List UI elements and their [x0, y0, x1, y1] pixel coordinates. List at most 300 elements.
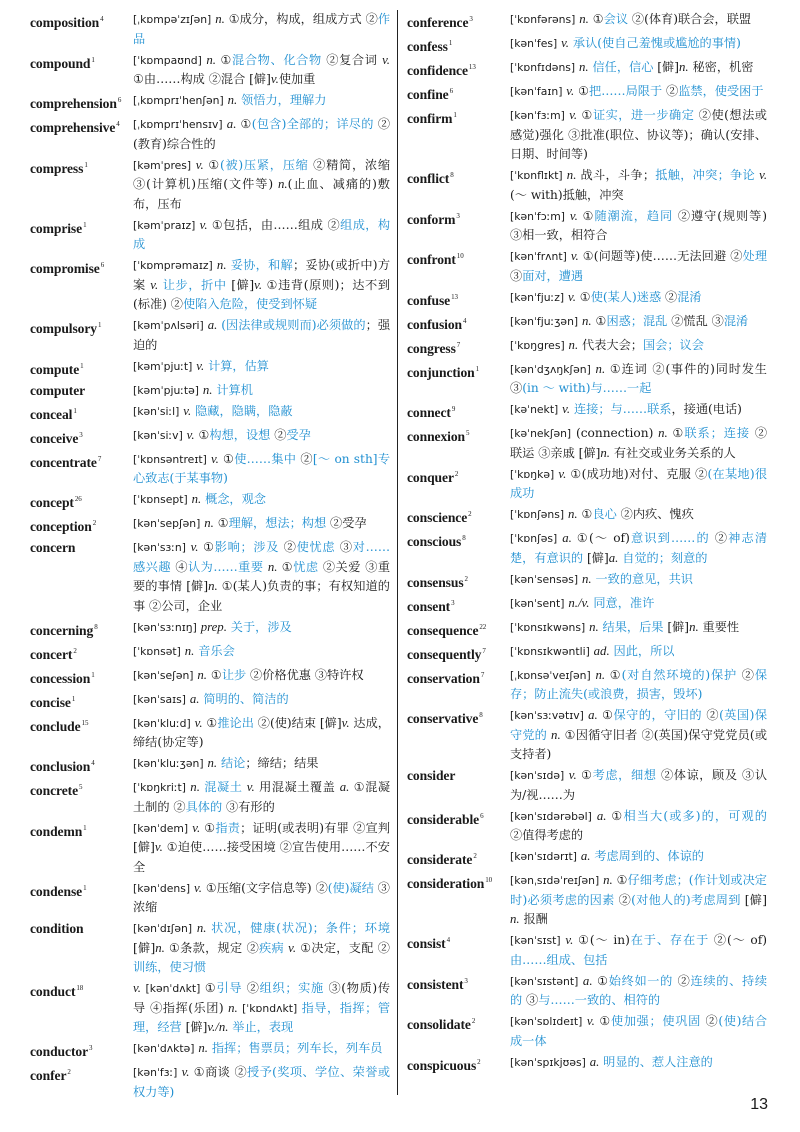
headword: conspicuous: [407, 1057, 477, 1073]
phonetic: [kənˈsɜːn]: [133, 541, 186, 554]
dictionary-entry: [407, 424, 767, 463]
dictionary-entry: [407, 247, 767, 286]
frequency-count: 2: [471, 1017, 476, 1025]
headword-cell: [30, 1063, 133, 1086]
phonetic: [kənˈfɜː]: [133, 1066, 178, 1079]
key-meaning: 使陷入危险，使受到怀疑: [182, 297, 318, 311]
part-of-speech: n.: [206, 52, 216, 67]
definition-text: ；妥协(或折中)方案: [133, 258, 391, 292]
key-meaning: 推论出: [217, 715, 254, 730]
frequency-count: 15: [81, 718, 89, 727]
part-of-speech: n.: [191, 492, 202, 506]
definition-text: ①: [200, 981, 217, 995]
part-of-speech: n.: [679, 60, 689, 74]
part-of-speech: v./n.: [207, 1020, 229, 1034]
headword: considerate: [407, 852, 473, 867]
definition: [133, 618, 390, 638]
headword-cell: [407, 618, 510, 641]
definition: [510, 106, 767, 165]
part-of-speech: n.: [689, 619, 699, 634]
definition: [133, 754, 390, 774]
part-of-speech: a.: [589, 1054, 600, 1069]
key-meaning: 概念，观念: [205, 492, 266, 506]
headword: consideration: [407, 876, 485, 891]
key-meaning: 音乐会: [198, 643, 235, 658]
key-meaning: 理解，想法；构想: [228, 516, 327, 530]
headword-cell: [407, 570, 510, 593]
frequency-count: 8: [479, 711, 483, 719]
headword: conclude: [30, 718, 81, 734]
part-of-speech: v.: [186, 427, 195, 442]
key-meaning: 引导: [216, 981, 243, 995]
definition: [133, 216, 390, 255]
key-meaning: 忧虑: [293, 559, 319, 574]
headword: concern: [30, 540, 76, 555]
dictionary-entry: [30, 156, 390, 215]
definition: [510, 807, 767, 846]
headword: comprehension: [30, 96, 117, 111]
frequency-count: 1: [83, 883, 87, 892]
headword-cell: [407, 424, 510, 447]
definition: [510, 10, 767, 30]
definition-text: ①决定，支配 ②: [296, 940, 390, 955]
definition-text: 重要性: [698, 619, 740, 634]
definition: [133, 426, 390, 446]
key-meaning: 组织；实施: [259, 981, 324, 995]
dictionary-entry: [30, 216, 390, 255]
headword-cell: [407, 288, 510, 311]
dictionary-entry: [407, 10, 767, 33]
headword: conscience: [407, 510, 468, 525]
key-meaning: 与……一致的、相符的: [538, 993, 661, 1007]
phonetic: [kənˈkluːd]: [133, 716, 191, 730]
part-of-speech: n.: [579, 12, 589, 26]
definition: [510, 424, 767, 463]
definition: [133, 714, 390, 753]
headword: condition: [30, 921, 84, 936]
key-meaning: 对……感兴趣: [133, 540, 391, 574]
definition-text: ②: [279, 540, 297, 554]
headword: compulsory: [30, 321, 97, 336]
part-of-speech: n.: [568, 337, 579, 352]
key-meaning: 授予(奖项、学位、荣誉或权力等): [133, 1065, 391, 1099]
definition-text: ②联运 ③亲戚 [僻]: [510, 426, 768, 460]
key-meaning: 相当大(或多)的，可观的: [623, 808, 767, 823]
frequency-count: 3: [451, 598, 455, 607]
definition-text: 战斗，斗争；: [576, 168, 656, 182]
key-meaning: (使)结合成一体: [510, 1014, 768, 1048]
definition-text: ①: [202, 715, 218, 730]
phonetic: [kənˈsiːl]: [133, 404, 180, 418]
part-of-speech: a.: [339, 780, 350, 794]
phonetic: [kənˈsɒlɪdeɪt]: [510, 1015, 583, 1028]
part-of-speech: v.: [568, 768, 577, 782]
definition-text: ②使(想法或感觉)强化 ③批准(职位、协议等)；确认(安排、日期、时间等): [510, 108, 767, 161]
part-of-speech: a.: [189, 691, 200, 706]
key-meaning: 结果，后果: [602, 619, 664, 634]
part-of-speech: v.: [195, 157, 204, 172]
phonetic: [ˈkɒŋgres]: [510, 338, 565, 352]
key-meaning: (使)凝结: [327, 880, 374, 895]
phonetic: [ˈkɒnsept]: [133, 493, 188, 506]
key-meaning: 意识到……的: [629, 531, 710, 545]
definition: [510, 336, 767, 356]
headword: conservation: [407, 670, 480, 686]
headword: compromise: [30, 261, 100, 276]
headword: consensus: [407, 574, 464, 590]
frequency-count: 1: [448, 39, 453, 47]
key-meaning: 连接；与……联系: [573, 402, 672, 416]
definition-text: ①: [236, 117, 252, 131]
frequency-count: 7: [456, 340, 461, 349]
definition-text: 代表大会；: [578, 337, 643, 352]
part-of-speech: n.: [155, 940, 165, 955]
part-of-speech: v.: [133, 981, 141, 995]
key-meaning: 面对，遭遇: [522, 268, 584, 283]
definition: [510, 766, 767, 805]
headword: consistent: [407, 976, 464, 992]
key-meaning: 混凝土: [204, 780, 243, 794]
definition-text: ①: [200, 820, 216, 835]
dictionary-entry: [407, 505, 767, 528]
headword-cell: [407, 106, 510, 129]
definition: [133, 156, 390, 215]
part-of-speech: n.: [658, 426, 668, 440]
definition-text: (止血、减痛的)敷布，压布: [133, 177, 390, 211]
key-meaning: 仔细考虑；(作计划或决定时)必须考虑的因素: [510, 873, 767, 907]
definition-text: ①违背(原则)；达不到(标准) ②: [133, 277, 391, 311]
part-of-speech: v.: [194, 880, 202, 895]
frequency-count: 4: [463, 316, 467, 325]
frequency-count: 1: [80, 361, 84, 370]
definition-text: ①: [612, 873, 628, 887]
key-meaning: 始终如一的: [608, 973, 674, 988]
headword: consequently: [407, 646, 482, 662]
phonetic: [kəmˈpʌlsəri]: [133, 319, 204, 332]
definition: [510, 706, 767, 765]
definition: [510, 400, 767, 420]
phonetic: [ˈkɒnʃəns]: [510, 508, 565, 521]
part-of-speech: v.: [570, 249, 579, 263]
part-of-speech: n.: [582, 571, 592, 586]
phonetic: [ˌkɒmpəˈzɪʃən]: [133, 13, 212, 26]
part-of-speech: n.: [595, 361, 606, 376]
headword-cell: [30, 1039, 133, 1062]
phonetic: [ˈkɒŋkriːt]: [133, 781, 186, 794]
definition: [510, 166, 767, 205]
key-meaning: 使忧虑: [296, 540, 336, 554]
part-of-speech: ad.: [593, 643, 610, 658]
phonetic: [ˌkɒmprɪˈhensɪv]: [133, 118, 223, 131]
definition-text: ①: [277, 559, 294, 574]
key-meaning: 保存；防止流失(或浪费，损害，毁坏): [510, 667, 768, 701]
key-meaning: 疾病: [259, 940, 284, 955]
headword: conjunction: [407, 364, 475, 380]
part-of-speech: n.: [277, 177, 288, 191]
frequency-count: 7: [482, 646, 486, 655]
definition-text: ②: [270, 427, 287, 442]
key-meaning: 把……局限于: [589, 84, 663, 98]
headword-cell: [30, 216, 133, 239]
dictionary-entry: [407, 931, 767, 970]
definition-text: ②值得考虑的: [510, 828, 584, 842]
headword-cell: [407, 207, 510, 230]
dictionary-entry: [30, 91, 390, 114]
definition-text: ；缔结；结果: [245, 756, 319, 770]
definition-text: ③: [522, 993, 539, 1007]
key-meaning: (在某地)很成功: [510, 466, 768, 500]
definition-text: ②精简，浓缩 ③(计算机)压缩(文件等): [133, 157, 391, 191]
definition-text: ②: [737, 667, 755, 682]
headword: conceive: [30, 430, 79, 446]
part-of-speech: v.: [270, 72, 279, 86]
frequency-count: 22: [479, 622, 487, 631]
phonetic: [kənˈsepʃən]: [133, 517, 201, 530]
key-meaning: 影响；涉及: [214, 540, 280, 554]
definition: [510, 570, 767, 590]
definition-text: ①: [592, 973, 609, 988]
dictionary-entry: [407, 166, 767, 205]
headword-cell: [30, 754, 133, 777]
key-meaning: 具体的: [185, 799, 223, 814]
definition-text: ；证明(或表明)有罪 ②宣判 [僻]: [133, 820, 391, 854]
headword: consequence: [407, 622, 479, 638]
definition: [510, 34, 767, 54]
dictionary-entry: [407, 871, 767, 930]
frequency-count: 6: [100, 261, 105, 269]
part-of-speech: prep.: [200, 619, 227, 634]
frequency-count: 2: [477, 1057, 481, 1066]
frequency-count: 1: [73, 406, 77, 415]
part-of-speech: v.: [154, 840, 163, 854]
definition-text: ①: [605, 667, 622, 682]
key-meaning: 抵触，冲突；争论: [655, 168, 755, 182]
headword-cell: [407, 594, 510, 617]
key-meaning: 结论: [220, 756, 246, 770]
phonetic: [kənˈfɔːm]: [510, 209, 566, 223]
key-meaning: 让步，折中: [162, 277, 227, 292]
part-of-speech: n.: [582, 313, 592, 328]
dictionary-entry: [407, 642, 767, 665]
definition-text: ②: [702, 708, 720, 722]
phonetic: [ˈkɒnsət]: [133, 644, 181, 658]
headword: comprehensive: [30, 120, 116, 135]
phonetic: [kənˈsɜːnɪŋ]: [133, 620, 197, 634]
headword-cell: [407, 1053, 510, 1076]
definition-text: ①(问题等)使……无法回避 ②: [578, 249, 743, 263]
headword: conscious: [407, 534, 462, 549]
key-meaning: 良心: [592, 507, 617, 521]
key-meaning: 同意，准许: [593, 595, 655, 610]
definition-text: 报酬: [519, 912, 548, 926]
dictionary-entry: [30, 51, 390, 90]
definition: [133, 778, 390, 817]
phonetic: [ˈkɒŋkə]: [510, 467, 555, 481]
key-meaning: [～ on sth]专心致志(于某事物): [133, 451, 391, 485]
definition-text: ①成分，构成，组成方式 ②: [224, 12, 378, 26]
phonetic: [kənˌsɪdəˈreɪʃən]: [510, 874, 600, 887]
headword: condemn: [30, 823, 83, 839]
headword-cell: [30, 919, 133, 939]
definition-text: ②: [673, 973, 691, 988]
part-of-speech: v.: [759, 168, 768, 182]
headword-cell: [30, 450, 133, 473]
definition-text: ，接通(电话): [671, 402, 742, 416]
dictionary-entry: [407, 106, 767, 165]
definition-text: ；强迫的: [133, 318, 391, 352]
headword-cell: [30, 156, 133, 179]
phonetic: [kənˈfjuːz]: [510, 290, 565, 304]
frequency-count: 4: [100, 15, 104, 23]
part-of-speech: v.: [254, 277, 263, 292]
headword-cell: [407, 642, 510, 665]
key-meaning: 承认(使自己羞愧或尴尬的事情): [572, 36, 741, 50]
dictionary-entry: [407, 1012, 767, 1051]
phonetic: [ˌkɒmprɪˈhenʃən]: [133, 94, 224, 107]
frequency-count: 1: [475, 364, 480, 373]
definition-text: ①: [198, 540, 215, 554]
definition-text: ①: [577, 108, 593, 122]
key-meaning: (因法律或规则而)必须做的: [221, 318, 366, 332]
dictionary-entry: [407, 618, 767, 641]
dictionary-entry: [30, 514, 390, 537]
dictionary-entry: [30, 642, 390, 665]
phonetic: [ˈkɒnfɪdəns]: [510, 61, 576, 74]
definition-text: ①迫使……接受困境 ②宣告使用……不安全: [133, 840, 390, 874]
definition-text: ①商谈 ②: [189, 1065, 248, 1079]
phonetic: [ˈkɒnflɪkt]: [510, 169, 563, 182]
phonetic: [kənˈsɪstənt]: [510, 974, 579, 988]
frequency-count: 18: [76, 984, 84, 992]
headword: compound: [30, 55, 91, 71]
definition-text: ①: [576, 768, 593, 782]
headword: compute: [30, 361, 80, 377]
headword-cell: [30, 778, 133, 801]
headword-cell: [407, 58, 510, 81]
key-meaning: 证实，进一步确定: [592, 108, 695, 122]
definition-text: ②受孕: [326, 516, 367, 530]
definition-text: ①: [577, 507, 593, 521]
definition-text: ①: [207, 667, 222, 682]
phonetic: [ˈkɒnsɪkwəntli]: [510, 644, 590, 658]
frequency-count: 3: [469, 15, 473, 23]
dictionary-entry: [407, 465, 767, 504]
definition-text: ②内疚、愧疚: [616, 507, 694, 521]
headword-cell: [30, 426, 133, 449]
frequency-count: 2: [92, 519, 97, 527]
headword-cell: [30, 91, 133, 114]
definition-text: ②: [709, 531, 729, 545]
headword: concrete: [30, 783, 79, 798]
part-of-speech: v.: [565, 933, 574, 947]
part-of-speech: a.: [608, 550, 619, 565]
definition: [133, 879, 390, 918]
definition-text: [僻]: [740, 892, 768, 907]
headword-cell: [407, 766, 510, 786]
frequency-count: 8: [94, 622, 98, 631]
headword-cell: [30, 381, 133, 401]
definition-text: ①: [594, 1014, 611, 1028]
part-of-speech: n.: [204, 516, 214, 530]
dictionary-entry: [407, 807, 767, 846]
key-meaning: 认为……重要: [188, 559, 264, 574]
headword-cell: [30, 316, 133, 339]
frequency-count: 2: [67, 1068, 71, 1076]
frequency-count: 6: [480, 811, 484, 820]
key-meaning: 因此，所以: [613, 643, 675, 658]
headword: consist: [407, 936, 446, 951]
definition: [133, 256, 390, 315]
part-of-speech: v.: [194, 715, 203, 730]
definition-text: ②: [661, 289, 678, 304]
part-of-speech: v.: [196, 358, 205, 373]
phonetic: [kənˈdʌkt]: [145, 982, 201, 995]
frequency-count: 26: [74, 495, 82, 503]
frequency-count: 2: [464, 574, 468, 583]
definition-text: ①: [577, 208, 595, 223]
key-meaning: 自觉的；刻意的: [622, 550, 708, 565]
phonetic: [kənˈsiːv]: [133, 428, 183, 442]
dictionary-entry: [30, 778, 390, 817]
dictionary-entry: [407, 400, 767, 423]
definition: [510, 288, 767, 308]
dictionary-entry: [30, 256, 390, 315]
dictionary-entry: [30, 1063, 390, 1102]
part-of-speech: v.: [181, 1065, 190, 1079]
dictionary-entry: [407, 766, 767, 805]
headword: connect: [407, 405, 451, 420]
phonetic: [kənˈfaɪn]: [510, 85, 563, 98]
definition-text: (connection): [571, 426, 659, 440]
headword: conflict: [407, 171, 450, 186]
phonetic: [kəmˈpjuːtə]: [133, 383, 200, 397]
definition-text: ①: [606, 808, 624, 823]
page-number: 13: [750, 1096, 768, 1113]
part-of-speech: n.: [184, 643, 195, 658]
part-of-speech: n.: [603, 873, 613, 887]
definition: [133, 115, 390, 154]
headword-cell: [407, 360, 510, 383]
part-of-speech: n.: [567, 507, 578, 521]
frequency-count: 2: [454, 469, 459, 478]
headword: conduct: [30, 984, 76, 999]
definition-text: ③: [510, 268, 523, 283]
dictionary-entry: [30, 714, 390, 753]
dictionary-entry: [407, 570, 767, 593]
key-meaning: 混合物、化合物: [232, 52, 322, 67]
key-meaning: 考虑周到的、体谅的: [594, 849, 704, 863]
definition: [133, 10, 390, 49]
definition: [510, 505, 767, 525]
frequency-count: 1: [91, 670, 95, 679]
headword-cell: [407, 706, 510, 729]
headword-cell: [407, 871, 510, 894]
headword-cell: [30, 819, 133, 842]
part-of-speech: n.: [267, 559, 278, 574]
frequency-count: 7: [97, 454, 102, 463]
definition-text: ②价格优惠 ③特许权: [246, 667, 364, 682]
dictionary-entry: [407, 336, 767, 359]
headword: composition: [30, 15, 100, 30]
key-meaning: 困惑；混乱: [606, 313, 668, 328]
part-of-speech: v.: [558, 466, 567, 481]
headword: conceal: [30, 406, 73, 422]
phonetic: [kənˈdʒʌŋkʃən]: [510, 362, 591, 376]
phonetic: [kənˈfes]: [510, 37, 558, 50]
headword-cell: [407, 972, 510, 995]
part-of-speech: n.: [207, 756, 218, 770]
dictionary-entry: [407, 529, 767, 568]
